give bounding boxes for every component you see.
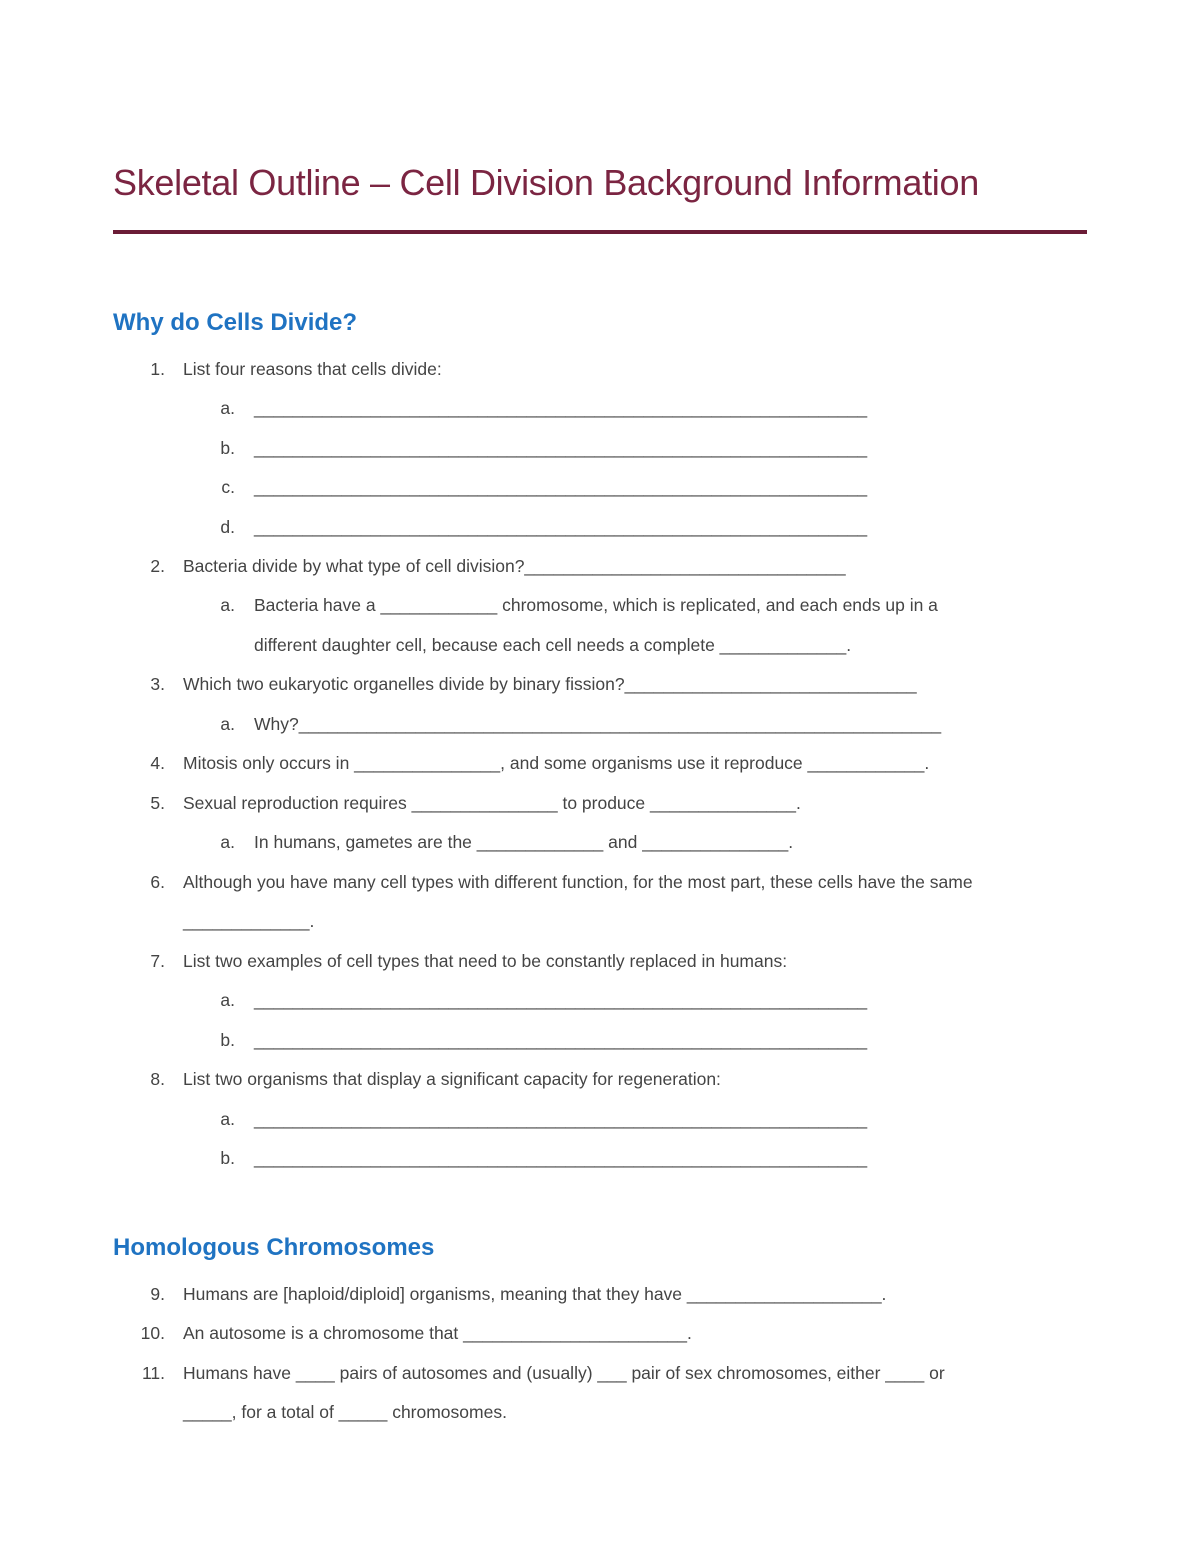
list-number: 5. <box>150 793 165 813</box>
list-number: 1. <box>150 359 165 379</box>
list-letter: b. <box>220 1148 235 1168</box>
title-divider <box>113 230 1087 234</box>
list-letter: a. <box>220 832 235 852</box>
question-text: Why?__________________________________________________________________ <box>254 714 942 734</box>
list-number: 3. <box>150 674 165 694</box>
list-number: 8. <box>150 1069 165 1089</box>
question-text: List two organisms that display a significant capacity for regeneration: <box>183 1069 721 1089</box>
answer-blank: _____________. <box>183 911 315 931</box>
question-text: _____, for a total of _____ chromosomes. <box>183 1402 507 1422</box>
answer-blank: _______________________________________________________________ <box>254 1148 868 1168</box>
list-letter: a. <box>220 595 235 615</box>
question-text: Bacteria divide by what type of cell division?_________________________________ <box>183 556 846 576</box>
question-text: Sexual reproduction requires _______________ to produce _______________. <box>183 793 801 813</box>
question-text: In humans, gametes are the _____________ and _______________. <box>254 832 794 852</box>
list-letter: d. <box>220 517 235 537</box>
question-text: Humans have ____ pairs of autosomes and (usually) ___ pair of sex chromosomes, either ____ or <box>183 1363 945 1383</box>
question-text: Humans are [haploid/diploid] organisms, meaning that they have ____________________. <box>183 1284 887 1304</box>
answer-blank: _______________________________________________________________ <box>254 517 868 537</box>
section-heading-homologous-chromosomes: Homologous Chromosomes <box>113 1234 435 1261</box>
page-title: Skeletal Outline – Cell Division Background Information <box>113 162 979 203</box>
question-text: Although you have many cell types with different function, for the most part, these cells have the same <box>183 872 973 892</box>
question-text: List four reasons that cells divide: <box>183 359 442 379</box>
list-number: 10. <box>140 1323 165 1343</box>
list-number: 9. <box>150 1284 165 1304</box>
list-number: 6. <box>150 872 165 892</box>
list-number: 4. <box>150 753 165 773</box>
question-text: An autosome is a chromosome that _______________________. <box>183 1323 692 1343</box>
answer-blank: _______________________________________________________________ <box>254 1030 868 1050</box>
answer-blank: _______________________________________________________________ <box>254 990 868 1010</box>
section-heading-why-cells-divide: Why do Cells Divide? <box>113 309 358 336</box>
list-letter: a. <box>220 714 235 734</box>
question-text: Mitosis only occurs in _______________, and some organisms use it reproduce ____________. <box>183 753 930 773</box>
answer-blank: _______________________________________________________________ <box>254 438 868 458</box>
answer-blank: _______________________________________________________________ <box>254 398 868 418</box>
answer-blank: _______________________________________________________________ <box>254 477 868 497</box>
question-text: Bacteria have a ____________ chromosome, which is replicated, and each ends up in a <box>254 595 938 615</box>
question-text: different daughter cell, because each cell needs a complete _____________. <box>254 635 852 655</box>
list-letter: a. <box>220 1109 235 1129</box>
answer-blank: _______________________________________________________________ <box>254 1109 868 1129</box>
list-number: 2. <box>150 556 165 576</box>
question-text: List two examples of cell types that need to be constantly replaced in humans: <box>183 951 788 971</box>
question-text: Which two eukaryotic organelles divide by binary fission?______________________________ <box>183 674 917 694</box>
list-letter: b. <box>220 438 235 458</box>
list-letter: a. <box>220 990 235 1010</box>
list-number: 7. <box>150 951 165 971</box>
list-letter: c. <box>221 477 235 497</box>
list-number: 11. <box>141 1363 165 1383</box>
list-letter: a. <box>220 398 235 418</box>
list-letter: b. <box>220 1030 235 1050</box>
